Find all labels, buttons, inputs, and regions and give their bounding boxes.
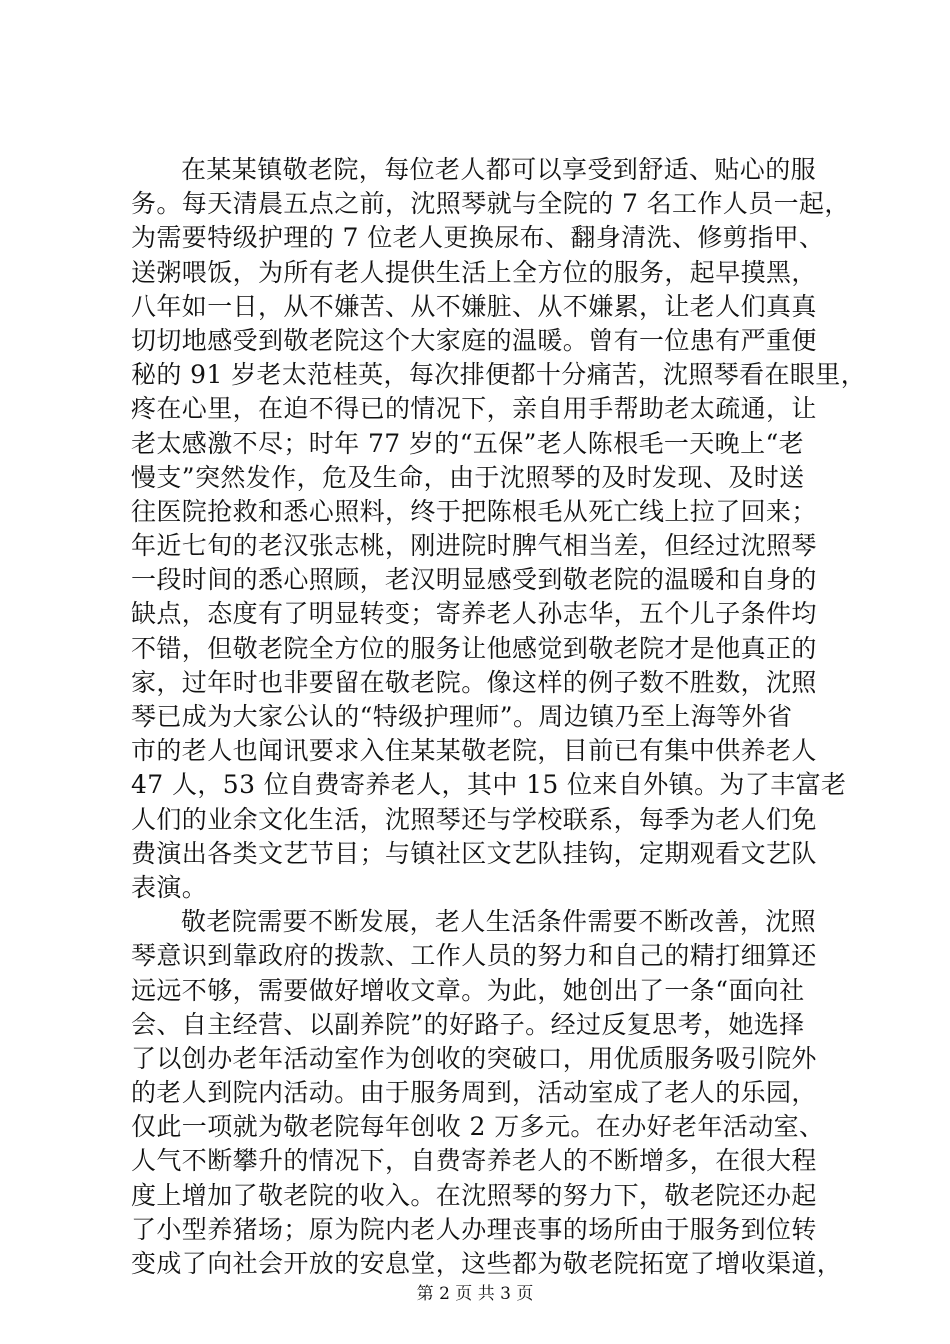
text-line: 47 人，53 位自费寄养老人，其中 15 位来自外镇。为了丰富老 [131, 770, 847, 800]
text-line: 人们的业余文化生活，沈照琴还与学校联系，每季为老人们免 [131, 804, 817, 834]
text-line: 的老人到院内活动。由于服务周到，活动室成了老人的乐园， [131, 1078, 817, 1108]
text-line: 费演出各类文艺节目；与镇社区文艺队挂钩，定期观看文艺队 [131, 838, 817, 868]
text-line: 往医院抢救和悉心照料，终于把陈根毛从死亡线上拉了回来； [131, 496, 817, 526]
text-line: 了小型养猪场；原为院内老人办理丧事的场所由于服务到位转 [131, 1214, 817, 1244]
text-line: 了以创办老年活动室作为创收的突破口，用优质服务吸引院外 [131, 1043, 817, 1073]
text-line: 敬老院需要不断发展，老人生活条件需要不断改善，沈照 [181, 907, 817, 937]
page-footer: 第 2 页 共 3 页 [416, 1284, 534, 1304]
text-line: 度上增加了敬老院的收入。在沈照琴的努力下，敬老院还办起 [131, 1180, 817, 1210]
text-line: 为需要特级护理的 7 位老人更换尿布、翻身清洗、修剪指甲、 [131, 223, 825, 253]
text-line: 市的老人也闻讯要求入住某某敬老院，目前已有集中供养老人 [131, 736, 817, 766]
text-line: 八年如一日，从不嫌苦、从不嫌脏、从不嫌累，让老人们真真 [131, 291, 817, 321]
text-line: 送粥喂饭，为所有老人提供生活上全方位的服务，起早摸黑， [131, 257, 817, 287]
text-line: 切切地感受到敬老院这个大家庭的温暖。曾有一位患有严重便 [131, 325, 817, 355]
text-line: 务。每天清晨五点之前，沈照琴就与全院的 7 名工作人员一起， [131, 189, 850, 219]
text-line: 会、自主经营、以副养院”的好路子。经过反复思考，她选择 [131, 1009, 805, 1039]
text-line: 一段时间的悉心照顾，老汉明显感受到敬老院的温暖和自身的 [131, 565, 817, 595]
text-line: 家，过年时也非要留在敬老院。像这样的例子数不胜数，沈照 [131, 667, 817, 697]
text-line: 在某某镇敬老院，每位老人都可以享受到舒适、贴心的服 [181, 155, 817, 184]
text-line: 远远不够，需要做好增收文章。为此，她创出了一条“面向社 [131, 975, 805, 1005]
text-line: 秘的 91 岁老太范桂英，每次排便都十分痛苦，沈照琴看在眼里， [131, 360, 867, 390]
text-line: 变成了向社会开放的安息堂，这些都为敬老院拓宽了增收渠道， [131, 1249, 843, 1278]
text-line: 仅此一项就为敬老院每年创收 2 万多元。在办好老年活动室、 [131, 1112, 825, 1142]
text-line: 年近七旬的老汉张志桃，刚进院时脾气相当差，但经过沈照琴 [131, 531, 817, 561]
text-line: 表演。 [131, 872, 208, 902]
text-line: 琴已成为大家公认的“特级护理师”。周边镇乃至上海等外省 [131, 702, 793, 731]
text-line: 人气不断攀升的情况下，自费寄养老人的不断增多，在很大程 [131, 1146, 817, 1176]
text-line: 琴意识到靠政府的拨款、工作人员的努力和自己的精打细算还 [131, 941, 817, 971]
text-line: 缺点，态度有了明显转变；寄养老人孙志华，五个儿子条件均 [131, 599, 817, 629]
text-line: 不错，但敬老院全方位的服务让他感觉到敬老院才是他真正的 [131, 633, 817, 663]
text-line: 老太感激不尽；时年 77 岁的“五保”老人陈根毛一天晚上“老 [131, 428, 805, 458]
body-text [131, 153, 867, 1281]
text-line: 慢支”突然发作，危及生命，由于沈照琴的及时发现、及时送 [131, 462, 805, 492]
text-line: 疼在心里，在迫不得已的情况下，亲自用手帮助老太疏通，让 [131, 394, 817, 424]
